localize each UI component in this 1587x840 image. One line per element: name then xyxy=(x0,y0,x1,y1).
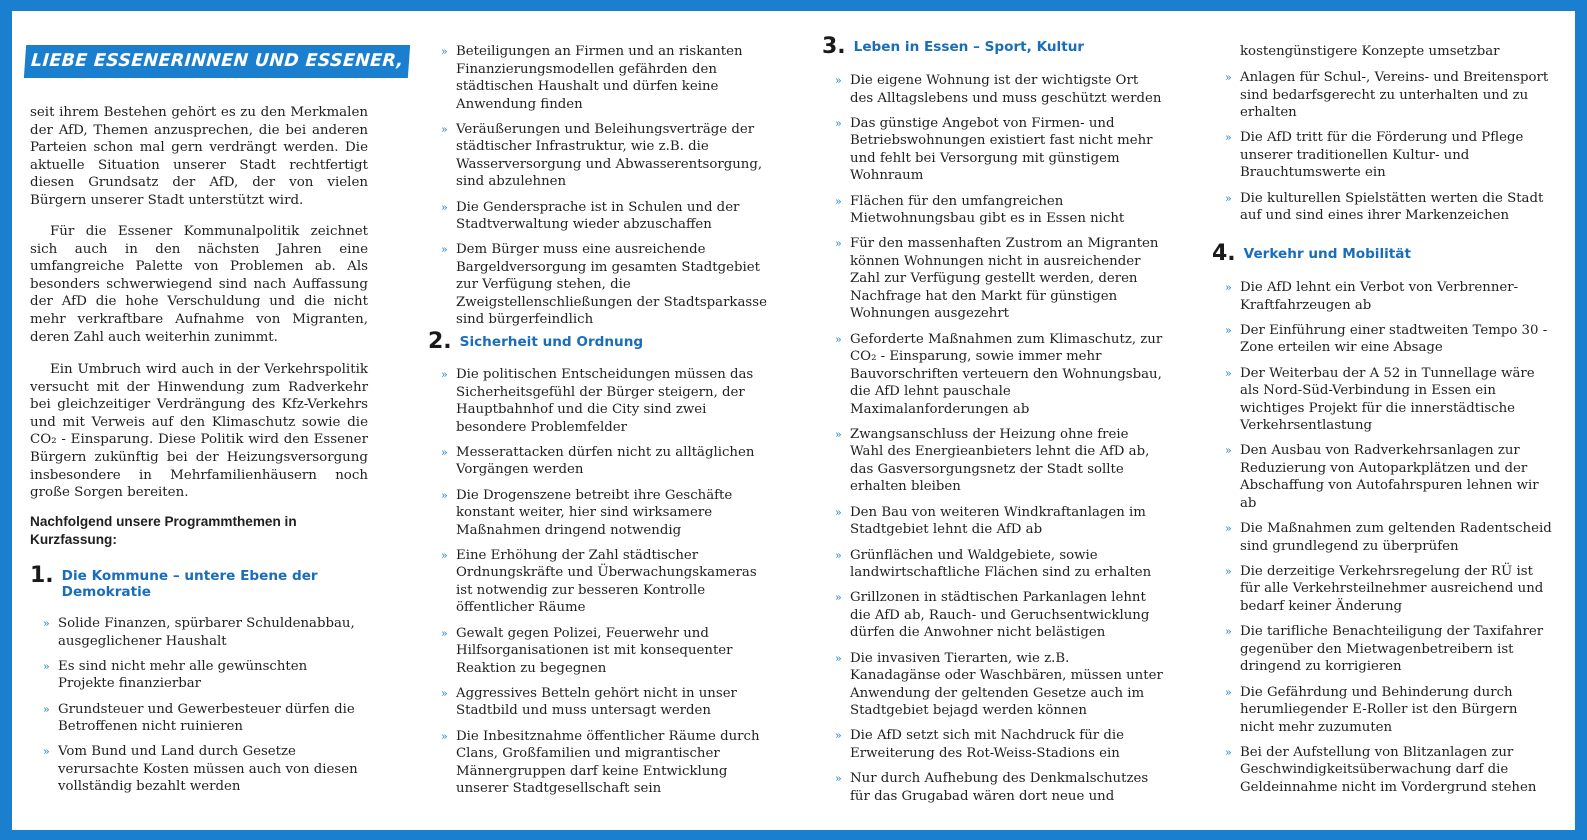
bullet-marker-icon: » xyxy=(441,122,448,136)
bullet-marker-icon: » xyxy=(835,505,842,519)
list-item: » Gewalt gegen Polizei, Feuerwehr und Hilfsorganisationen ist mit konsequenter Reaktion zu begegnen xyxy=(441,625,733,676)
bullet-marker-icon: » xyxy=(43,617,50,630)
bullet-marker-icon: » xyxy=(43,659,50,673)
list-item: » Messerattacken dürfen nicht zu alltäglichen Vorgängen werden xyxy=(441,444,755,478)
list-item: » Der Einführung einer stadtweiten Tempo 30 - Zone erteilen wir eine Absage xyxy=(1225,322,1548,356)
list-item: » Bei der Aufstellung von Blitzanlagen zur Geschwindigkeitsüberwachung darf die Geldeinnahme nicht im Vordergrund stehen xyxy=(1225,744,1537,795)
bullet-marker-icon: » xyxy=(1225,685,1232,699)
list-item: » Die Drogenszene betreibt ihre Geschäfte konstant weiter, hier sind wirksamere Maßnahmen dringend notwendig xyxy=(441,487,733,538)
list-item: » Geforderte Maßnahmen zum Klimaschutz, zur CO₂ - Einsparung, sowie immer mehr Bauvorschriften verteuern den Wohnungsbau, die AfD lehnt pauschale Maximalanforderungen ab xyxy=(835,331,1163,417)
list-item: » Beteiligungen an Firmen und an riskanten Finanzierungsmodellen gefährden den städtischen Haushalt und dürfen keine Anwendung finden xyxy=(441,44,743,112)
list-item: » Die derzeitige Verkehrsregelung der RÜ ist für alle Verkehrsteilnehmer ausreichend und bedarf keiner Änderung xyxy=(1225,563,1544,614)
bullet-marker-icon: » xyxy=(835,591,842,605)
bullet-marker-icon: » xyxy=(441,45,448,58)
bullet-marker-icon: » xyxy=(1225,191,1232,205)
section-title: Leben in Essen – Sport, Kultur xyxy=(853,39,1085,55)
bullet-list-section-2 xyxy=(440,366,770,806)
bullet-marker-icon: » xyxy=(441,243,448,257)
list-item: » Die Maßnahmen zum geltenden Radentscheid sind grundlegend zu überprüfen xyxy=(1225,521,1552,554)
section-number: 3. xyxy=(822,34,846,59)
bullet-list-section-3a xyxy=(834,72,1164,813)
section-number: 1. xyxy=(30,563,54,588)
bullet-marker-icon: » xyxy=(1225,366,1232,380)
list-item: » Die Inbesitznahme öffentlicher Räume durch Clans, Großfamilien und migrantischer Männergruppen darf keine Entwicklung unserer Stadtgesellschaft sein xyxy=(441,728,760,797)
greeting-banner: LIEBE ESSENERINNEN UND ESSENER, xyxy=(24,45,411,78)
list-item: » Grillzonen in städtischen Parkanlagen lehnt die AfD ab, Rauch- und Geruchsentwicklung dürfen die Anwohner nicht belästigen xyxy=(835,590,1150,641)
bullet-marker-icon: » xyxy=(835,427,842,441)
section-number: 2. xyxy=(428,329,452,354)
bullet-marker-icon: » xyxy=(43,702,50,716)
list-item: » Eine Erhöhung der Zahl städtischer Ordnungskräfte und Überwachungskameras ist notwendig zur besseren Kontrolle öffentlicher Räume xyxy=(441,547,757,616)
bullet-marker-icon: » xyxy=(1225,71,1232,84)
list-item: » Flächen für den umfangreichen Mietwohnungsbau gibt es in Essen nicht xyxy=(835,193,1125,227)
bullet-list-section-3b xyxy=(1224,69,1554,232)
list-item: » Die invasiven Tierarten, wie z.B. Kanadagänse oder Waschbären, müssen unter Anwendung der geltenden Gesetze auch im Stadtgebiet bejagd werden können xyxy=(835,650,1163,719)
bullet-marker-icon: » xyxy=(441,488,448,502)
bullet-marker-icon: » xyxy=(441,200,448,214)
bullet-list-section-4 xyxy=(1224,279,1554,804)
list-item: » Grünflächen und Waldgebiete, sowie landwirtschaftliche Flächen sind zu erhalten xyxy=(835,547,1152,581)
list-item: » Anlagen für Schul-, Vereins- und Breitensport sind bedarfsgerecht zu unterhalten und zu erhalten xyxy=(1225,70,1549,120)
bullet-marker-icon: » xyxy=(835,651,842,665)
list-item: » Aggressives Betteln gehört nicht in unser Stadtbild und muss untersagt werden xyxy=(441,685,737,719)
list-item: » Der Weiterbau der A 52 in Tunnellage wäre als Nord-Süd-Verbindung in Essen ein wichtiges Projekt für die innerstädtische Verkehrsentlastung xyxy=(1225,365,1535,434)
section-heading-1 xyxy=(30,565,350,600)
section-heading-3 xyxy=(822,36,1162,58)
bullet-marker-icon: » xyxy=(1225,323,1232,337)
list-item: » Die kulturellen Spielstätten werten die Stadt auf und sind eines ihrer Markenzeichen xyxy=(1225,190,1544,224)
list-item: » Dem Bürger muss eine ausreichende Bargeldversorgung im gesamten Stadtgebiet zur Verfügung stehen, die Zweigstellenschließungen der Stadtsparkasse sind bürgerfeindlich xyxy=(441,242,767,328)
bullet-marker-icon: » xyxy=(835,194,842,208)
section-heading-2 xyxy=(428,331,768,353)
list-item: » Die eigene Wohnung ist der wichtigste Ort des Alltagslebens und muss geschützt werden xyxy=(835,73,1162,106)
section-number: 4. xyxy=(1212,241,1236,266)
list-item: » Nur durch Aufhebung des Denkmalschutzes für das Grugabad wären dort neue und xyxy=(835,771,1149,804)
list-item: » Die politischen Entscheidungen müssen das Sicherheitsgefühl der Bürger steigern, der Hauptbahnhof und die City sind zwei besondere Problemfelder xyxy=(441,367,754,435)
bullet-marker-icon: » xyxy=(835,116,842,130)
bullet-marker-icon: » xyxy=(441,445,448,459)
list-item: » Die Gendersprache ist in Schulen und der Stadtverwaltung wieder abzuschaffen xyxy=(441,199,740,233)
bullet-marker-icon: » xyxy=(1225,625,1232,639)
list-item: » Die AfD setzt sich mit Nachdruck für die Erweiterung des Rot-Weiss-Stadions ein xyxy=(835,728,1124,761)
bullet-marker-icon: » xyxy=(835,548,842,562)
intro-paragraph: Ein Umbruch wird auch in der Verkehrspolitik versucht mit der Hinwendung zum Radverkehr bei gleichzeitiger Verdrängung des Kfz-Verkehrs und mit Verweis auf den Klimaschutz sowie die CO₂ - Einsparung. Diese Politik wird den Essener Bürgern zukünftig bei der Heizungsversorgung insbesondere in Mehrfamilienhäusern noch große Sorgen bereiten. xyxy=(30,362,368,501)
bullet-list-section-1b xyxy=(440,43,770,337)
section-title: Die Kommune – untere Ebene der Demokratie xyxy=(61,568,318,600)
bullet-marker-icon: » xyxy=(441,368,448,381)
bullet-marker-icon: » xyxy=(835,332,842,346)
bullet-marker-icon: » xyxy=(441,548,448,562)
list-item: » Vom Bund und Land durch Gesetze verursachte Kosten müssen auch von diesen vollständig bezahlt werden xyxy=(43,744,358,795)
bullet-marker-icon: » xyxy=(835,729,842,743)
bullet-marker-icon: » xyxy=(441,729,448,743)
list-item: » Zwangsanschluss der Heizung ohne freie Wahl des Energieanbieters lehnt die AfD ab, das Gasversorgungsnetz der Stadt sollte erhalten bleiben xyxy=(835,426,1150,495)
bullet-marker-icon: » xyxy=(1225,564,1232,578)
bullet-marker-icon: » xyxy=(43,745,50,759)
list-item: » Die tarifliche Benachteiligung der Taxifahrer gegenüber den Mietwagenbetreibern ist dringend zu korrigieren xyxy=(1225,624,1544,675)
list-item: » Den Ausbau von Radverkehrsanlagen zur Reduzierung von Autoparkplätzen und der Abschaffung von Autofahrspuren lehnen wir ab xyxy=(1225,443,1539,511)
bullet-marker-icon: » xyxy=(835,237,842,251)
bullet-marker-icon: » xyxy=(1225,444,1232,458)
bullet-marker-icon: » xyxy=(835,74,842,87)
list-item: » Das günstige Angebot von Firmen- und Betriebswohnungen existiert fast nicht mehr und fehlt bei Versorgung mit günstigem Wohnraum xyxy=(835,115,1153,184)
bullet-marker-icon: » xyxy=(1225,281,1232,294)
list-item: » Es sind nicht mehr alle gewünschten Projekte finanzierbar xyxy=(43,658,308,692)
bullet-list-section-1a xyxy=(42,615,360,804)
list-item: » Grundsteuer und Gewerbesteuer dürfen die Betroffenen nicht ruinieren xyxy=(43,701,355,735)
list-item: » Die AfD lehnt ein Verbot von Verbrenner-Kraftfahrzeugen ab xyxy=(1225,280,1519,313)
bullet-marker-icon: » xyxy=(1225,131,1232,145)
list-item: » Veräußerungen und Beleihungsverträge der städtischer Infrastruktur, wie z.B. die Wasserversorgung und Abwasserentsorgung, sind abzulehnen xyxy=(441,121,763,190)
bullet-marker-icon: » xyxy=(1225,522,1232,536)
bullet-marker-icon: » xyxy=(835,772,842,786)
section-heading-4 xyxy=(1212,243,1552,265)
list-item: » Den Bau von weiteren Windkraftanlagen im Stadtgebiet lehnt die AfD ab xyxy=(835,504,1146,538)
list-item: » Die AfD tritt für die Förderung und Pflege unserer traditionellen Kultur- und Brauchtumswerte ein xyxy=(1225,130,1524,181)
intro-paragraph: Für die Essener Kommunalpolitik zeichnet sich auch in den nächsten Jahren eine umfangreiche Palette von Problemen ab. Als besonders schwerwiegend sind nach Auffassung der AfD die hohe Verschuldung und die nicht mehr verkraftbare Aufnahme von Migranten, deren Zahl auch weiterhin zunimmt. xyxy=(30,224,368,345)
section-title: Verkehr und Mobilität xyxy=(1243,246,1411,262)
list-item: » Die Gefährdung und Behinderung durch herumliegender E-Roller ist den Bürgern nicht mehr zuzumuten xyxy=(1225,684,1518,735)
bullet-marker-icon: » xyxy=(441,626,448,640)
bullet-marker-icon: » xyxy=(1225,745,1232,759)
list-item: » Für den massenhaften Zustrom an Migranten können Wohnungen nicht in ausreichender Zahl zur Verfügung gestellt werden, deren Nachfrage hat den Markt für günstigen Wohnungen ausgezehrt xyxy=(835,236,1159,322)
intro-paragraph: seit ihrem Bestehen gehört es zu den Merkmalen der AfD, Themen anzusprechen, die bei anderen Parteien schon mal gern verdrängt werden. Die aktuelle Situation unserer Stadt rechtfertigt diesen Grundsatz der AfD, der von vielen Bürgern unserer Stadt unterstützt wird. xyxy=(30,105,368,208)
continued-text: kostengünstigere Konzepte umsetzbar xyxy=(1240,44,1500,59)
bullet-marker-icon: » xyxy=(441,686,448,700)
section-title: Sicherheit und Ordnung xyxy=(459,334,644,350)
program-subheading: Nachfolgend unsere Programmthemen in Kurzfassung: xyxy=(30,514,297,547)
list-item: » Solide Finanzen, spürbarer Schuldenabbau, ausgeglichener Haushalt xyxy=(43,616,355,649)
